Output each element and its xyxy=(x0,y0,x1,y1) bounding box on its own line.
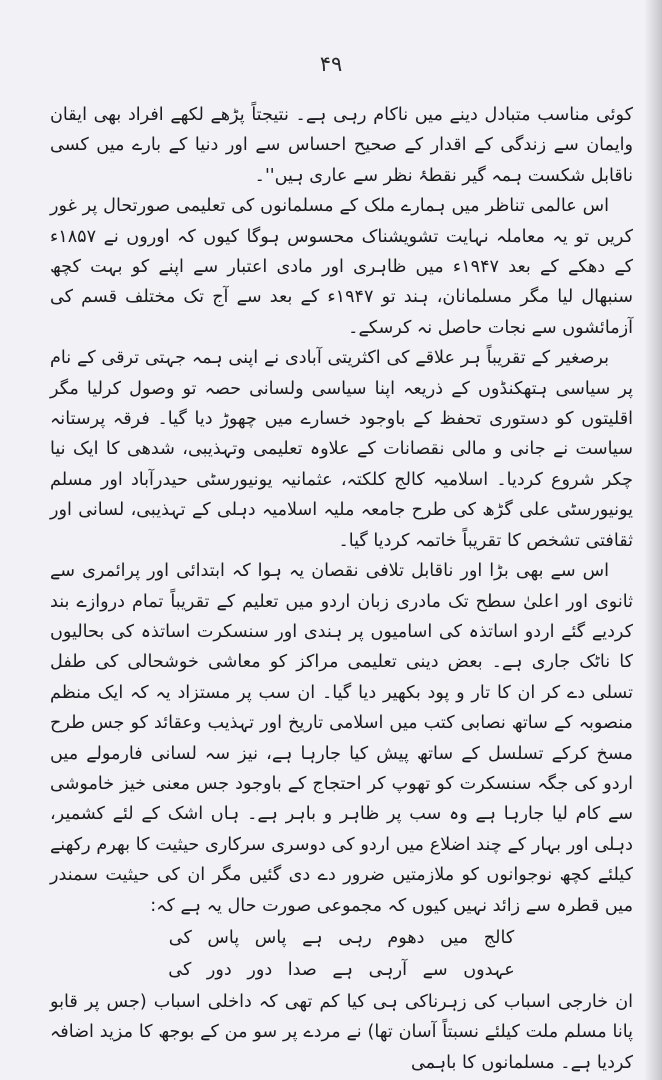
paragraph-2: اس عالمی تناظر میں ہمارے ملک کے مسلمانوں کی تعلیمی صورتحال پر غور کریں تو یہ معاملہ نہایت تشویشناک محسوس ہوگا کیوں کہ اوروں نے ۱۸۵۷ء کے دھکے کے بعد ۱۹۴۷ء میں ظاہری اور مادی اعتبار سے اپنے کو بہت کچھ سنبھال لیا مگر مسلمانان، ہند تو ۱۹۴۷ء کے بعد سے آج تک مختلف قسم کی آزمائشوں سے نجات حاصل نہ کرسکے۔ xyxy=(50,196,634,338)
paragraph-1: کوئی مناسب متبادل دینے میں ناکام رہی ہے۔ نتیجتاً پڑھے لکھے افراد بھی ایقان وایمان سے زندگی کے اقدار کے صحیح احساس سے اور دنیا کے بارے میں کسی ناقابل شکست ہمہ گیر نقطۂ نظر سے عاری ہیں''۔ xyxy=(50,105,633,186)
paragraph-5: ان خارجی اسباب کی زہرناکی ہی کیا کم تھی کہ داخلی اسباب (جس پر قابو پانا مسلم ملت کیلئے نسبتاً آسان تھا) نے مردے پر سو من کے بوجھ کا مزید اضافہ کردیا ہے۔ مسلمانوں کا باہمی xyxy=(50,991,633,1073)
body-text xyxy=(50,100,633,1078)
page-edge-shadow xyxy=(644,0,662,1080)
paragraph-3: برصغیر کے تقریباً ہر علاقے کی اکثریتی آبادی نے اپنی ہمہ جہتی ترقی کے نام پر سیاسی ہتھکنڈوں کے ذریعہ اپنا سیاسی ولسانی حصہ تو وصول کرلیا مگر اقلیتوں کو دستوری تحفظ کے باوجود خسارے میں چھوڑ دیا گیا۔ فرقہ پرستانہ سیاست نے جانی و مالی نقصانات کے علاوہ تعلیمی وتہذیبی، شدھی کا ایک نیا چکر شروع کردیا۔ اسلامیہ کالج کلکتہ، عثمانیہ یونیورسٹی حیدرآباد اور مسلم یونیورسٹی علی گڑھ کی طرح جامعہ ملیہ اسلامیہ دہلی کے تہذیبی، لسانی اور ثقافتی تشخص کا تقریباً خاتمہ کردیا گیا۔ xyxy=(50,348,633,551)
verse-line-2: عہدوں سے آرہی ہے صدا دور دور کی xyxy=(168,959,515,980)
paragraph-4: اس سے بھی بڑا اور ناقابل تلافی نقصان یہ ہوا کہ ابتدائی اور پرائمری سے ثانوی اور اعلیٰ سطح تک مادری زبان اردو میں تعلیم کے تقریباً تمام دروازے بند کردیے گئے اردو اساتذہ کی اسامیوں پر ہندی اور سنسکرت اساتذہ کی بحالیوں کا ناٹک جاری ہے۔ بعض دینی تعلیمی مراکز کو معاشی خوشحالی کی طفل تسلی دے کر ان کا تار و پود بکھیر دیا گیا۔ ان سب پر مستزاد یہ کہ ایک منظم منصوبہ کے ساتھ نصابی کتب میں اسلامی تاریخ اور تہذیب وعقائد کو جس طرح مسخ کرکے تسلسل کے ساتھ پیش کیا جارہا ہے، نیز سہ لسانی فارمولے میں اردو کی جگہ سنسکرت کو تھوپ کر احتجاج کے باوجود جس معنی خیز خاموشی سے کام لیا جارہا ہے وہ سب پر ظاہر و باہر ہے۔ ہاں اشک کے لئے کشمیر، دہلی اور بہار کے چند اضلاع میں اردو کی دوسری سرکاری حیثیت کا بھرم رکھنے کیلئے کچھ نوجوانوں کو ملازمتیں ضرور دے دی گئیں مگر ان کی حیثیت سمندر میں قطرہ سے زائد نہیں کیوں کہ مجموعی صورت حال یہ ہے کہ: xyxy=(50,561,633,916)
verse-line-1: کالج میں دھوم رہی ہے پاس پاس کی xyxy=(168,927,515,948)
page-number: ۴۹ xyxy=(319,52,343,76)
